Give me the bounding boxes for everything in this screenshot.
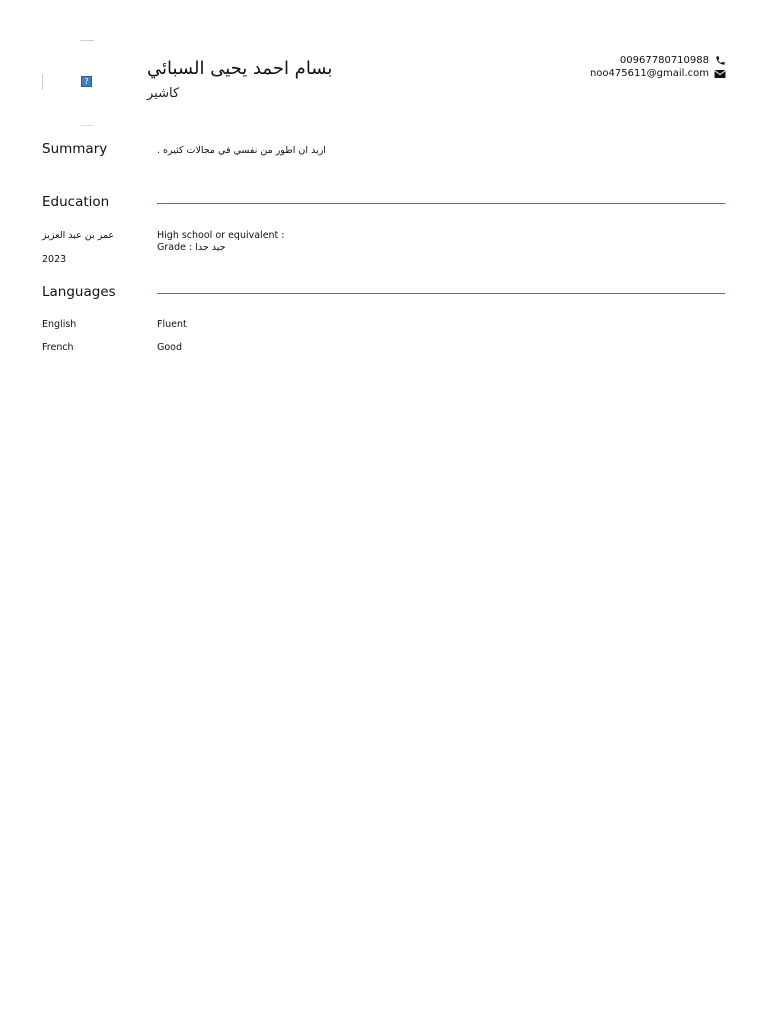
education-divider xyxy=(157,203,725,204)
language-level: Fluent xyxy=(157,319,187,330)
language-name: French xyxy=(42,342,74,353)
photo-frame-bottom xyxy=(80,125,94,126)
summary-text: اريد ان اطور من نفسي في مجالات كثيره . xyxy=(157,145,326,156)
phone-number: 00967780710988 xyxy=(619,55,709,66)
email-address: noo475611@gmail.com xyxy=(589,68,709,79)
email-row xyxy=(590,67,726,80)
job-title: كاشير xyxy=(147,86,180,101)
contact-block xyxy=(590,54,726,80)
languages-heading: Languages xyxy=(42,284,116,300)
summary-heading: Summary xyxy=(42,141,108,157)
photo-frame-top xyxy=(80,40,94,41)
broken-image-icon: ? xyxy=(81,76,92,87)
graduation-year: 2023 xyxy=(42,254,67,265)
languages-divider xyxy=(157,293,725,294)
phone-icon xyxy=(713,55,726,66)
education-heading: Education xyxy=(42,194,110,210)
person-name: بسام احمد يحيى السبائي xyxy=(147,58,333,79)
school-name: عمر بن عبد العزيز xyxy=(42,230,115,241)
photo-frame-left xyxy=(42,74,43,90)
profile-photo xyxy=(42,40,132,126)
grade: Grade : جيد جدا xyxy=(157,242,226,253)
phone-row xyxy=(590,54,726,67)
degree: High school or equivalent : xyxy=(157,230,285,241)
language-level: Good xyxy=(157,342,183,353)
language-name: English xyxy=(42,319,77,330)
envelope-icon xyxy=(713,69,726,79)
